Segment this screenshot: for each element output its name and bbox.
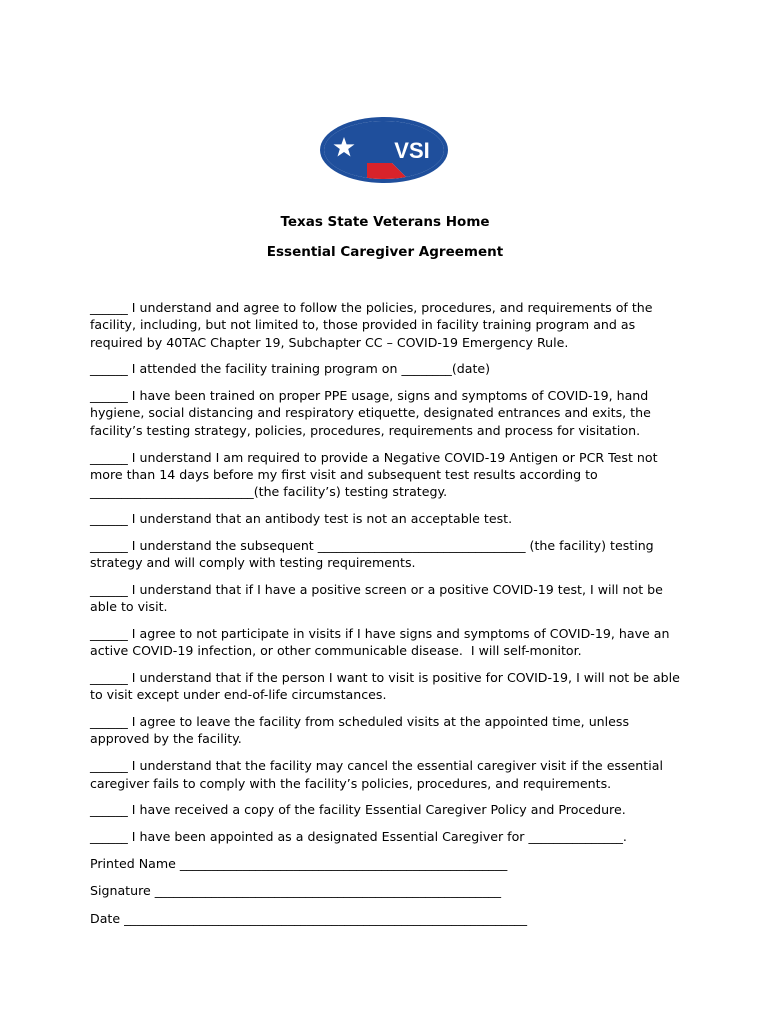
- agreement-item-10: ______ I agree to leave the facility from scheduled visits at the appointed time, unless approved by the facility.: [90, 714, 634, 747]
- agreement-item-9: ______ I understand that if the person I want to visit is positive for COVID-19, I will not be able to visit except under end-of-life circumstances.: [90, 670, 684, 703]
- agreement-item-2: ______ I attended the facility training program on ________(date): [90, 361, 491, 377]
- signature-field[interactable]: Signature _______________________________________________________: [90, 883, 502, 899]
- agreement-item-11: ______ I understand that the facility may cancel the essential caregiver visit if the essential caregiver fails to comply with the facility’s policies, procedures, and requirements.: [90, 758, 667, 791]
- page-subtitle: Essential Caregiver Agreement: [266, 244, 504, 260]
- agreement-item-1: ______ I understand and agree to follow the policies, procedures, and requirements of the facility, including, but not limited to, those provided in facility training program and as required by 40TAC Chapter 19, Subchapter CC – COVID-19 Emergency Rule.: [90, 300, 657, 350]
- agreement-item-7: ______ I understand that if I have a positive screen or a positive COVID-19 test, I will not be able to visit.: [90, 581, 667, 615]
- vsi-logo: [318, 115, 450, 185]
- agreement-item-13: ______ I have been appointed as a designated Essential Caregiver for _______________.: [90, 829, 627, 845]
- agreement-body: [90, 299, 690, 937]
- logo-text: VSI: [394, 138, 430, 163]
- agreement-item-8: ______ I agree to not participate in visits if I have signs and symptoms of COVID-19, have an active COVID-19 infection, or other communicable disease. I will self-monitor.: [90, 625, 674, 659]
- printed-name-field[interactable]: Printed Name ____________________________________________________: [90, 855, 508, 871]
- page-title: Texas State Veterans Home: [280, 214, 490, 230]
- agreement-item-12: ______ I have received a copy of the facility Essential Caregiver Policy and Procedure.: [90, 802, 626, 818]
- agreement-item-6: ______ I understand the subsequent _________________________________ (the facility) testing strategy and will comply with testing requirements.: [90, 537, 658, 571]
- agreement-item-3: ______ I have been trained on proper PPE usage, signs and symptoms of COVID-19, hand hygiene, social distancing and respiratory etiquette, designated entrances and exits, the facility’s testing strategy, policies, procedures, requirements and process for visitation.: [90, 388, 655, 438]
- date-field[interactable]: Date ________________________________________________________________: [90, 910, 528, 926]
- agreement-item-4: ______ I understand I am required to provide a Negative COVID-19 Antigen or PCR Test not more than 14 days before my first visit and subsequent test results according to __________________________(the facility’s) testing strategy.: [90, 449, 662, 500]
- agreement-item-5: ______ I understand that an antibody test is not an acceptable test.: [90, 510, 513, 526]
